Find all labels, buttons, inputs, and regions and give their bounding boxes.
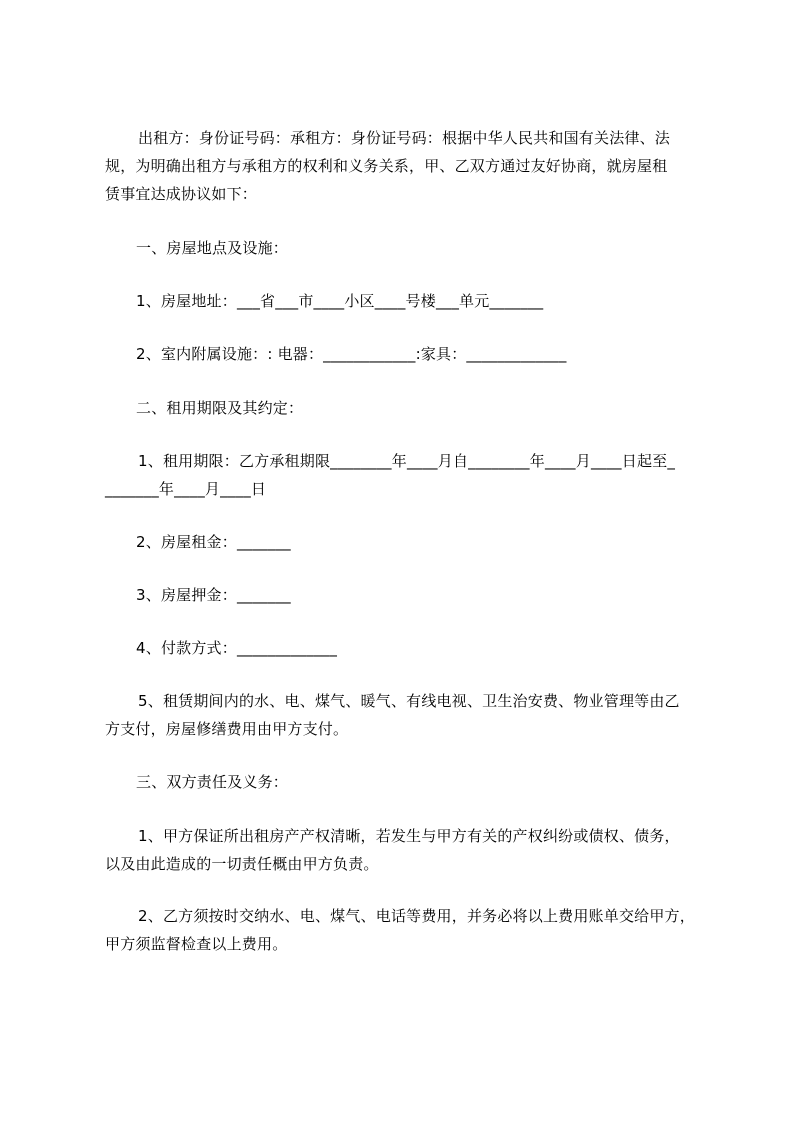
section-2-item-4: 4、付款方式：_____________ [136,639,338,657]
section-3-item-2-line-2: 甲方须监督检查以上费用。 [105,935,288,953]
intro-line-3: 赁事宜达成协议如下： [105,185,258,203]
section-3-item-1-line-2: 以及由此造成的一切责任概由甲方负责。 [105,855,379,873]
intro-line-1: 出租方：身份证号码：承租方：身份证号码：根据中华人民共和国有关法律、法 [138,129,671,147]
section-2-item-1-line-2: _______年____月____日 [105,480,267,498]
section-2-item-1-line-1: 1、租用期限：乙方承租期限________年____月自________年____月____日起至_ [138,452,676,470]
section-3-item-1-line-1: 1、甲方保证所出租房产产权清晰，若发生与甲方有关的产权纠纷或债权、债务， [138,827,680,845]
section-3-heading: 三、双方责任及义务： [136,773,289,791]
section-2-item-5-line-1: 5、租赁期间内的水、电、煤气、暖气、有线电视、卫生治安费、物业管理等由乙 [138,692,680,710]
intro-line-2: 规，为明确出租方与承租方的权利和义务关系，甲、乙双方通过友好协商，就房屋租 [105,157,668,175]
section-1-heading: 一、房屋地点及设施： [136,239,289,257]
section-1-item-1: 1、房屋地址：___省___市____小区____号楼___单元_______ [136,292,544,310]
section-2-item-5-line-2: 方支付，房屋修缮费用由甲方支付。 [105,720,349,738]
section-2-heading: 二、租用期限及其约定： [136,399,304,417]
section-1-item-2: 2、室内附属设施：: 电器：____________:家具：_____________ [136,345,567,363]
section-3-item-2-line-1: 2、乙方须按时交纳水、电、煤气、电话等费用，并务必将以上费用账单交给甲方， [138,907,695,925]
section-2-item-3: 3、房屋押金：_______ [136,586,291,604]
section-2-item-2: 2、房屋租金：_______ [136,533,291,551]
